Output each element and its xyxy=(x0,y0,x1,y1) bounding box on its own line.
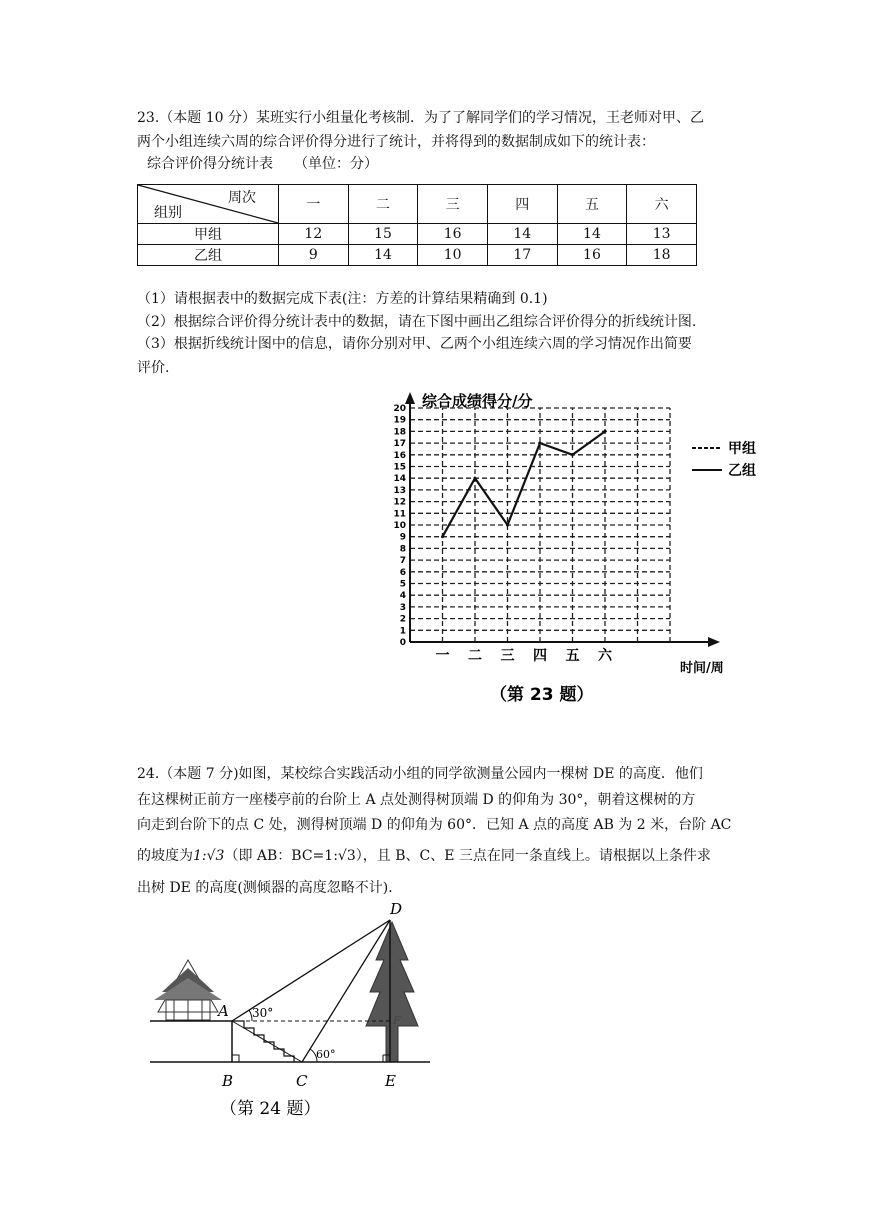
q23-line-1: 23.（本题 10 分）某班实行小组量化考核制．为了了解同学们的学习情况，王老师对甲、乙 xyxy=(137,110,704,126)
y-tick-label: 3 xyxy=(399,602,406,613)
y-tick-label: 20 xyxy=(393,404,406,414)
x-tick-label: 六 xyxy=(598,648,612,664)
week-header: 六 xyxy=(627,185,697,224)
table-caption: 综合评价得分统计表 （单位：分） xyxy=(147,156,378,172)
q23-item-3-cont: 评价. xyxy=(137,360,170,376)
point-d-label: D xyxy=(390,900,403,918)
point-f-label: F xyxy=(393,1014,401,1027)
q23-item-2: （2）根据综合评价得分统计表中的数据，请在下图中画出乙组综合评价得分的折线统计图. xyxy=(137,314,697,330)
q24-line-2: 在这棵树正前方一座楼亭前的台阶上 A 点处测得树顶端 D 的仰角为 30°，朝着这棵树的方 xyxy=(137,792,696,808)
y-axis-label: 综合成绩得分/分 xyxy=(422,392,533,410)
y-tick-label: 19 xyxy=(393,415,406,426)
y-tick-label: 12 xyxy=(393,497,406,508)
point-b-label: B xyxy=(222,1072,234,1090)
score-cell: 16 xyxy=(557,245,627,266)
week-header: 四 xyxy=(487,185,557,224)
data-point xyxy=(506,524,509,527)
x-axis-arrow xyxy=(708,637,720,647)
y-tick-label: 17 xyxy=(393,439,406,450)
score-cell: 18 xyxy=(627,245,697,266)
pavilion-icon xyxy=(154,960,222,1020)
group-name: 乙组 xyxy=(138,245,279,266)
point-c-label: C xyxy=(296,1072,308,1090)
week-header: 三 xyxy=(418,185,488,224)
data-point xyxy=(539,442,542,445)
y-tick-label: 10 xyxy=(393,521,406,531)
y-tick-label: 0 xyxy=(399,638,406,648)
x-tick-label: 五 xyxy=(565,648,580,664)
slope-ratio: 1:√3 xyxy=(193,848,225,864)
score-cell: 12 xyxy=(279,224,349,245)
x-tick-label: 二 xyxy=(468,648,482,664)
q24-line-1: 24.（本题 7 分)如图，某校综合实践活动小组的同学欲测量公园内一棵树 DE 的高度．他们 xyxy=(137,766,703,782)
score-cell: 14 xyxy=(487,224,557,245)
score-cell: 13 xyxy=(627,224,697,245)
data-point xyxy=(474,477,477,480)
q24-line-3: 向走到台阶下的点 C 处，测得树顶端 D 的仰角为 60°．已知 A 点的高度 AB 为 2 米，台阶 AC xyxy=(137,817,732,833)
score-cell: 17 xyxy=(487,245,557,266)
q23-item-1: （1）请根据表中的数据完成下表(注：方差的计算结果精确到 0.1) xyxy=(137,291,548,307)
y-tick-label: 1 xyxy=(399,626,406,637)
y-tick-label: 4 xyxy=(399,591,406,602)
y-tick-label: 11 xyxy=(393,509,406,520)
group-name: 甲组 xyxy=(138,224,279,245)
y-tick-label: 7 xyxy=(399,556,406,567)
point-a-label: A xyxy=(218,1002,229,1020)
x-tick-label: 一 xyxy=(435,648,450,664)
q23-item-3: （3）根据折线统计图中的信息，请你分别对甲、乙两个小组连续六周的学习情况作出简要 xyxy=(137,336,692,352)
score-cell: 9 xyxy=(279,245,349,266)
y-tick-label: 9 xyxy=(399,532,406,543)
q23-line-2: 两个小组连续六周的综合评价得分进行了统计，并将得到的数据制成如下的统计表： xyxy=(137,134,655,150)
y-tick-label: 14 xyxy=(393,474,406,485)
score-cell: 10 xyxy=(418,245,488,266)
q24-line-4-text-b: （即 AB：BC=1:√3），且 B、C、E 三点在同一条直线上。请根据以上条件求 xyxy=(224,848,711,864)
table-row xyxy=(138,224,697,245)
x-tick-label: 四 xyxy=(533,648,547,664)
data-point xyxy=(441,535,444,538)
y-tick-label: 15 xyxy=(393,462,406,473)
y-tick-label: 16 xyxy=(393,450,406,461)
tree-icon xyxy=(366,922,418,1062)
corner-week-label: 周次 xyxy=(228,190,256,206)
angle-c-label: 60° xyxy=(316,1048,336,1061)
q24-line-5: 出树 DE 的高度(测倾器的高度忽略不计)． xyxy=(137,880,403,896)
y-tick-label: 8 xyxy=(399,544,406,555)
figure-24 xyxy=(140,900,440,1125)
y-tick-label: 13 xyxy=(393,485,406,496)
q24-line-4 xyxy=(137,846,711,866)
score-cell: 15 xyxy=(348,224,418,245)
legend-label: 甲组 xyxy=(728,441,756,457)
score-cell: 14 xyxy=(348,245,418,266)
x-axis-label: 时间/周 xyxy=(680,661,724,676)
table-row xyxy=(138,245,697,266)
score-cell: 16 xyxy=(418,224,488,245)
week-header: 二 xyxy=(348,185,418,224)
y-tick-label: 18 xyxy=(393,427,406,438)
point-e-label: E xyxy=(385,1072,396,1090)
y-tick-label: 6 xyxy=(399,567,406,578)
data-point xyxy=(604,430,607,433)
figure-24-caption: （第 24 题） xyxy=(220,1099,321,1119)
y-tick-label: 5 xyxy=(399,579,406,590)
y-tick-label: 2 xyxy=(399,614,406,625)
score-table xyxy=(137,184,697,266)
x-tick-label: 三 xyxy=(500,648,515,664)
line-chart xyxy=(360,380,756,720)
corner-group-label: 组别 xyxy=(154,205,182,221)
angle-a-label: 30° xyxy=(252,1006,274,1020)
score-cell: 14 xyxy=(557,224,627,245)
series-line xyxy=(443,431,606,536)
chart-caption: （第 23 题） xyxy=(490,685,594,705)
week-header: 一 xyxy=(279,185,349,224)
q24-line-4-text-a: 的坡度为 xyxy=(137,848,193,864)
data-point xyxy=(571,453,574,456)
y-axis-arrow xyxy=(405,392,415,404)
legend-label: 乙组 xyxy=(728,463,756,479)
week-header: 五 xyxy=(557,185,627,224)
table-corner-cell xyxy=(138,185,279,224)
